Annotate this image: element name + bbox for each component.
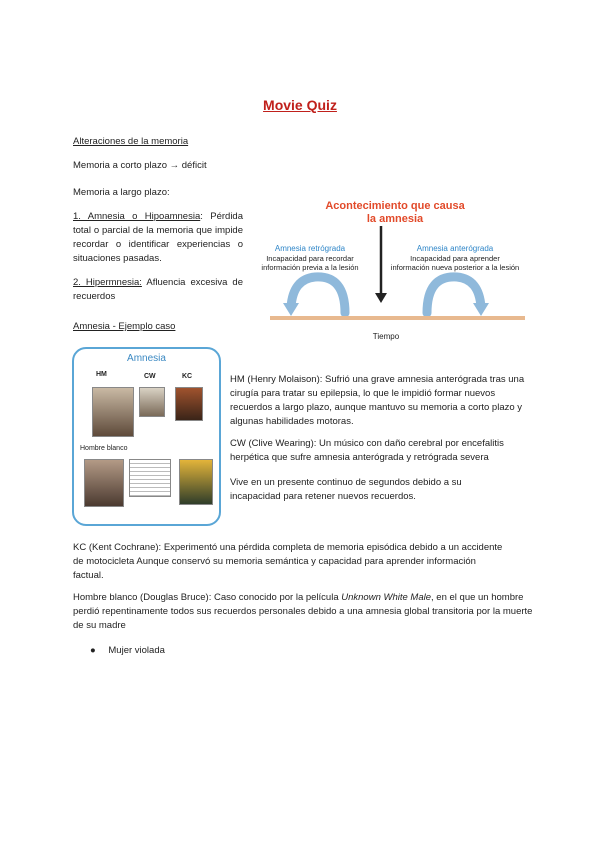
photo-film-poster — [179, 459, 213, 505]
retrograde-line2: información previa a la lesión — [261, 263, 359, 272]
bullet-text: Mujer violada — [108, 645, 165, 656]
diagram-title-line2: la amnesia — [366, 213, 424, 225]
card-label-hombre-blanco: Hombre blanco — [80, 445, 128, 452]
case-hombre-blanco-text — [73, 591, 533, 633]
event-arrow-head — [375, 293, 387, 303]
retrograde-title: Amnesia retrógrada — [274, 244, 346, 253]
section-heading-ejemplo: Amnesia - Ejemplo caso — [73, 321, 176, 332]
time-axis-label: Tiempo — [372, 332, 400, 341]
bullet-dot-icon: ● — [90, 645, 96, 656]
retrograde-arrowhead — [283, 303, 299, 316]
hipermnesia-definition — [73, 276, 243, 304]
anterograde-line1: Incapacidad para aprender — [410, 254, 500, 263]
photo-cw — [139, 387, 165, 417]
amnesia-label: 1. Amnesia o Hipoamnesia — [73, 211, 201, 222]
anterograde-title: Amnesia anterógrada — [416, 244, 494, 253]
retrograde-curve-arrow — [291, 277, 345, 313]
hb-text-before: Hombre blanco (Douglas Bruce): Caso conocido por la película — [73, 592, 342, 603]
amnesia-cases-card — [72, 347, 221, 526]
card-label-cw: CW — [144, 373, 156, 380]
case-hm-text: HM (Henry Molaison): Sufrió una grave amnesia anterógrada tras una cirugía para tratar su epilepsia, lo que le impidió formar nuevos recuerdos a largo plazo, aunque mantuvo su memoria a corto plazo y algunas habilidades motoras. — [230, 374, 525, 427]
card-label-hm: HM — [96, 371, 107, 378]
case-cw-text: CW (Clive Wearing): Un músico con daño cerebral por encefalitis herpética que sufre amnesia anterógrada y retrógrada severa — [230, 438, 504, 463]
amnesia-definition — [73, 210, 243, 266]
time-axis — [270, 316, 525, 320]
amnesia-timeline-diagram — [255, 195, 535, 345]
section-heading-alteraciones: Alteraciones de la memoria — [73, 136, 189, 147]
retrograde-line1: Incapacidad para recordar — [266, 254, 354, 263]
short-term-memory-line: Memoria a corto plazo → déficit — [73, 160, 207, 171]
case-kc-text: KC (Kent Cochrane): Experimentó una pérdida completa de memoria episódica debido a un accidente de motocicleta Aunque conservó su memoria semántica y capacidad para aprender información factual. — [73, 542, 503, 581]
bullet-item — [90, 644, 165, 658]
anterograde-line2: información nueva posterior a la lesión — [390, 263, 520, 272]
amnesia-text: : Pérdida total o parcial de la memoria que impide recordar o identificar experiencias o situaciones pasadas. — [73, 211, 243, 264]
page-title: Movie Quiz — [263, 97, 337, 113]
hb-text-after: , en el que un hombre perdió repentinamente todos sus recuerdos personales debido a una amnesia global transitoria por la muerte de su madre — [73, 592, 533, 631]
hb-film-title: Unknown White Male — [341, 592, 432, 603]
card-title: Amnesia — [127, 353, 166, 364]
hipermnesia-label: 2. Hipermnesia: — [73, 277, 142, 288]
long-term-memory-line: Memoria a largo plazo: — [73, 187, 170, 198]
photo-hm — [92, 387, 134, 437]
card-label-kc: KC — [182, 373, 193, 380]
photo-newspaper — [129, 459, 171, 497]
photo-hombre-blanco — [84, 459, 124, 507]
photo-kc — [175, 387, 203, 421]
hipermnesia-text: Afluencia excesiva de recuerdos — [73, 277, 243, 302]
diagram-title-line1: Acontecimiento que causa — [325, 200, 465, 212]
anterograde-arrowhead — [473, 303, 489, 316]
anterograde-curve-arrow — [427, 277, 481, 313]
case-cw-present-text: Vive en un presente continuo de segundos debido a su incapacidad para retener nuevos recuerdos. — [230, 477, 462, 502]
